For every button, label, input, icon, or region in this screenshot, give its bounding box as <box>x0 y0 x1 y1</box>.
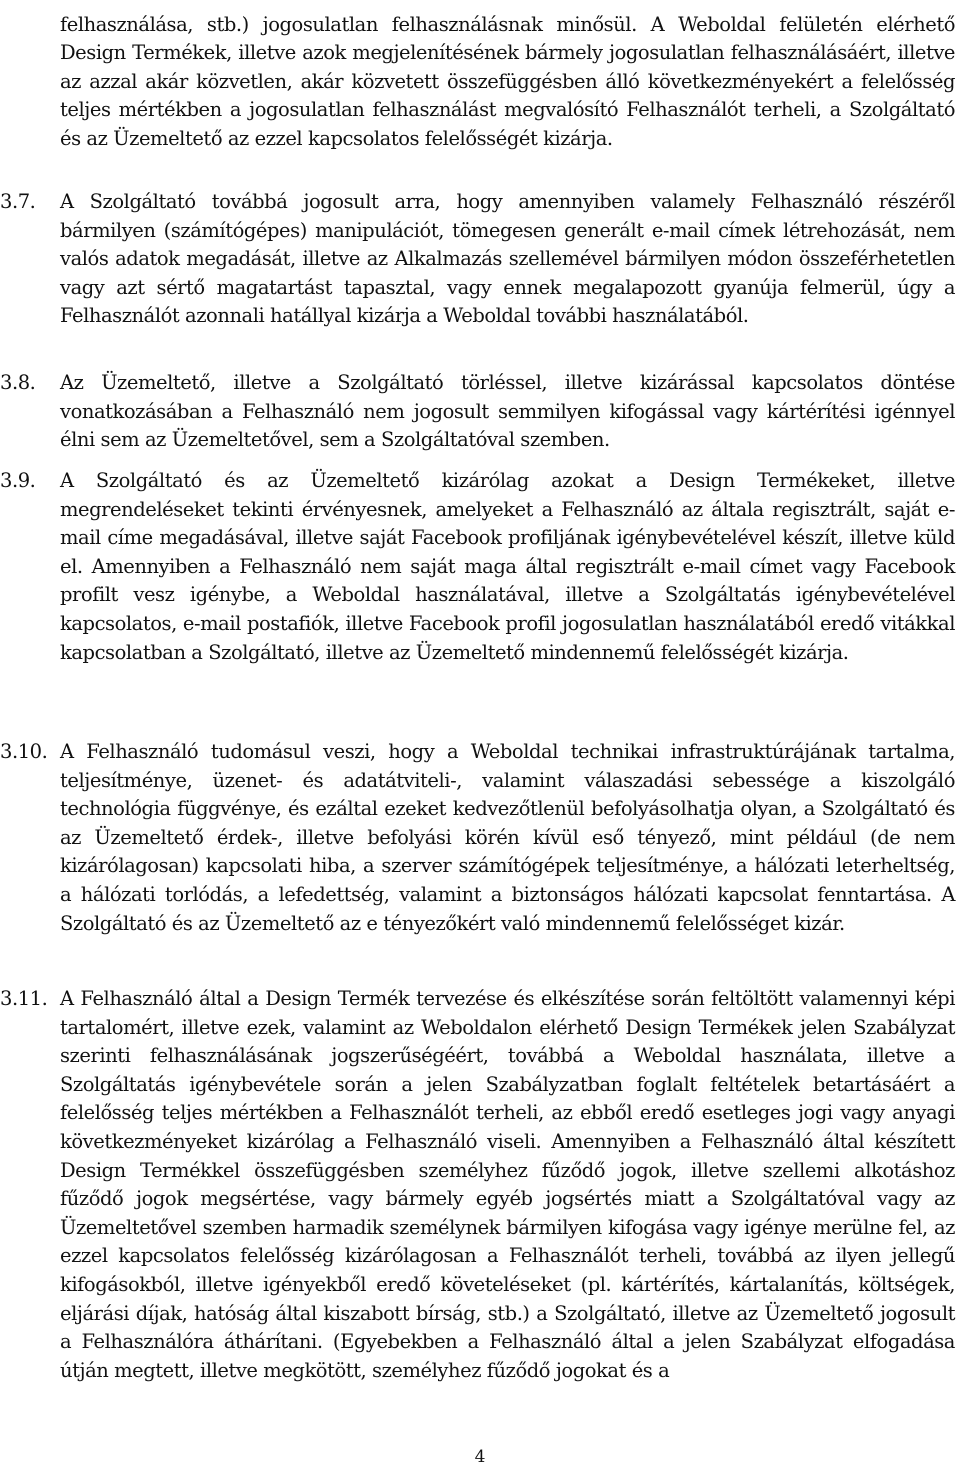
lead-paragraph: felhasználása, stb.) jogosulatlan felhasználásnak minősül. A Weboldal felületén elérhető Design Termékek, illetve azok megjelenítésének bármely jogosulatlan felhasználásáért, illetve az azzal akár közvetlen, akár közvetett összefüggésben álló következményekért a felelősség teljes mértékben a jogosulatlan felhasználást megvalósító Felhasználót terheli, a Szolgáltató és az Üzemeltető az ezzel kapcsolatos felelősségét kizárja. <box>60 12 955 150</box>
section-text: A Szolgáltató továbbá jogosult arra, hogy amennyiben valamely Felhasználó részéről bármilyen (számítógépes) manipulációt, tömegesen generált e-mail címek létrehozását, nem valós adatok megadását, illetve az Alkalmazás szellemével bármilyen módon összeférhetetlen vagy azt sértő magatartást tapasztal, vagy ennek megalapozott gyanúja felmerül, úgy a Felhasználót azonnali hatállyal kizárja a Weboldal további használatából. <box>60 190 955 328</box>
section-number: 3.11. <box>0 987 48 1010</box>
section-text: Az Üzemeltető, illetve a Szolgáltató törléssel, illetve kizárással kapcsolatos döntése vonatkozásában a Felhasználó nem jogosult semmilyen kifogással vagy kártérítési igénnyel élni sem az Üzemeltetővel, sem a Szolgáltatóval szemben. <box>60 371 955 452</box>
section-3-9 <box>0 467 955 667</box>
section-number: 3.10. <box>0 740 48 763</box>
section-number: 3.9. <box>0 469 36 492</box>
section-text: A Szolgáltató és az Üzemeltető kizárólag azokat a Design Termékeket, illetve megrendeléseket tekinti érvényesnek, amelyeket a Felhasználó az általa regisztrált, saját e-mail címe megadásával, illetve saját Facebook profiljának igénybevételével készít, illetve küld el. Amennyiben a Felhasználó nem saját maga által regisztrált e-mail címet vagy Facebook profilt vesz igénybe, a Weboldal használatával, illetve a Szolgáltatás igénybevételével kapcsolatos, e-mail postafiók, illetve Facebook profil jogosulatlan használatából eredő vitákkal kapcsolatban a Szolgáltató, illetve az Üzemeltető mindennemű felelősségét kizárja. <box>60 469 955 664</box>
page-number: 4 <box>474 1447 486 1467</box>
section-text: A Felhasználó által a Design Termék tervezése és elkészítése során feltöltött valamennyi képi tartalomért, illetve ezek, valamint az Weboldalon elérhető Design Termékek jelen Szabályzat szerinti felhasználásának jogszerűségéért, továbbá a Weboldal használata, illetve a Szolgáltatás igénybevétele során a jelen Szabályzatban foglalt feltételek betartásáért a felelősség teljes mértékben a Felhasználót terheli, az ebből eredő esetleges jogi vagy anyagi következményeket kizárólag a Felhasználó viseli. Amennyiben a Felhasználó által készített Design Termékkel összefüggésben személyhez fűződő jogok, illetve szellemi alkotáshoz fűződő jogok megsértése, vagy bármely egyéb jogsértés miatt a Szolgáltatóval vagy az Üzemeltetővel szemben harmadik személynek bármilyen kifogása vagy igénye merülne fel, az ezzel kapcsolatos felelősség kizárólagosan a Felhasználót terheli, továbbá az ilyen jellegű kifogásokból, illetve igényekből eredő követeléseket (pl. kártérítés, kártalanítás, költségek, eljárási díjak, hatóság által kiszabott bírság, stb.) a Szolgáltató, illetve az Üzemeltető jogosult a Felhasználóra áthárítani. (Egyebekben a Felhasználó által a jelen Szabályzat elfogadása útján megtett, illetve megkötött, személyhez fűződő jogokat és a <box>60 987 955 1382</box>
section-3-7 <box>0 188 955 331</box>
section-3-11 <box>0 985 955 1385</box>
section-text: A Felhasználó tudomásul veszi, hogy a Weboldal technikai infrastruktúrájának tartalma, teljesítménye, üzenet- és adatátviteli-, valamint válaszadási sebessége a kiszolgáló technológia függvénye, és ezáltal ezeket kedvezőtlenül befolyásolhatja olyan, a Szolgáltató és az Üzemeltető érdek-, illetve befolyási körén kívül eső tényező, mint például (de nem kizárólagosan) kapcsolati hiba, a szerver számítógépek teljesítménye, a hálózati leterheltség, a hálózati torlódás, a lefedettség, valamint a biztonságos hálózati kapcsolat fenntartása. A Szolgáltató és az Üzemeltető az e tényezőkért való mindennemű felelősséget kizár. <box>60 740 955 935</box>
section-number: 3.7. <box>0 190 36 213</box>
section-3-8 <box>0 369 955 455</box>
section-3-10 <box>0 738 955 938</box>
section-number: 3.8. <box>0 371 36 394</box>
